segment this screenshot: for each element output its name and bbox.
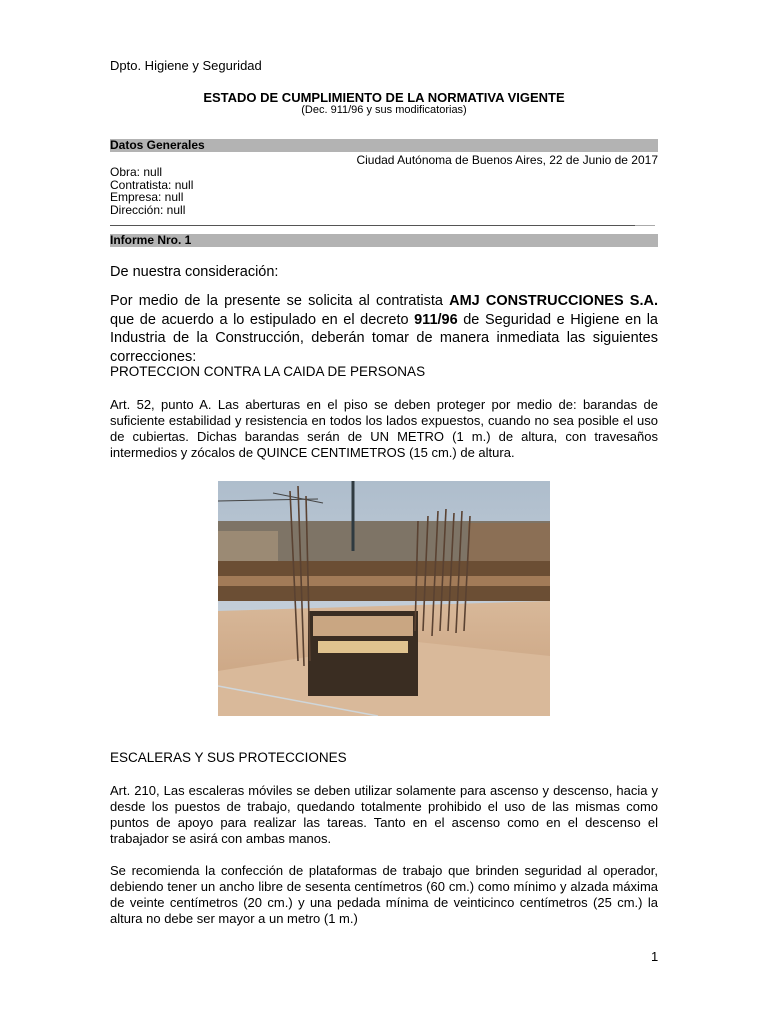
divider <box>110 225 635 226</box>
divider <box>635 225 655 226</box>
section-text: Art. 52, punto A. Las aberturas en el piso se deben proteger por medio de: barandas de suficiente estabilidad y resistencia en todos los lados expuestos, cuando no sea posible el uso de cubiertas. Dichas barandas serán de UN METRO (1 m.) de altura, con travesaños intermedios y zócalos de QUINCE CENTIMETROS (15 cm.) de altura. <box>110 397 658 460</box>
construction-site-photo <box>218 481 550 716</box>
section-title: PROTECCION CONTRA LA CAIDA DE PERSONAS <box>110 364 426 379</box>
obra-line: Obra: null <box>110 165 163 179</box>
department-label: Dpto. Higiene y Seguridad <box>110 58 262 73</box>
section-text: Se recomienda la confección de plataformas de trabajo que brinden seguridad al operador, debiendo tener un ancho libre de sesenta centímetros (60 cm.) como mínimo y alzada máxima de veinte centímetros (20 cm.) y una pedada mínima de veinticinco centímetros (25 cm.) la altura no debe ser mayor a un metro (1 m.) <box>110 863 658 926</box>
section-title: ESCALERAS Y SUS PROTECCIONES <box>110 750 347 765</box>
report-heading: Informe Nro. 1 <box>110 234 658 247</box>
date-line: Ciudad Autónoma de Buenos Aires, 22 de Junio de 2017 <box>356 153 658 167</box>
document-title: ESTADO DE CUMPLIMIENTO DE LA NORMATIVA VIGENTE <box>203 90 565 105</box>
general-data-heading: Datos Generales <box>110 139 658 152</box>
page-number: 1 <box>651 949 659 964</box>
direccion-line: Dirección: null <box>110 203 186 217</box>
decree-number: 911/96 <box>414 311 458 328</box>
greeting: De nuestra consideración: <box>110 264 279 280</box>
contratista-line: Contratista: null <box>110 178 194 192</box>
document-subtitle: (Dec. 911/96 y sus modificatorias) <box>301 104 467 116</box>
contractor-name: AMJ CONSTRUCCIONES S.A. <box>449 293 658 309</box>
intro-paragraph: Por medio de la presente se solicita al contratista AMJ CONSTRUCCIONES S.A. que de acuerdo a lo estipulado en el decreto 911/96 de Seguridad e Higiene en la Industria de la Construcción, deberán tomar de manera inmediata las siguientes correcciones: <box>110 293 658 365</box>
empresa-line: Empresa: null <box>110 190 184 204</box>
section-text: Art. 210, Las escaleras móviles se deben utilizar solamente para ascenso y descenso, hacia y desde los puestos de trabajo, quedando totalmente prohibido el uso de las mismas como puntos de apoyo para realizar las tareas. Tanto en el ascenso como en el descenso el trabajador se asirá con ambas manos. <box>110 783 658 846</box>
